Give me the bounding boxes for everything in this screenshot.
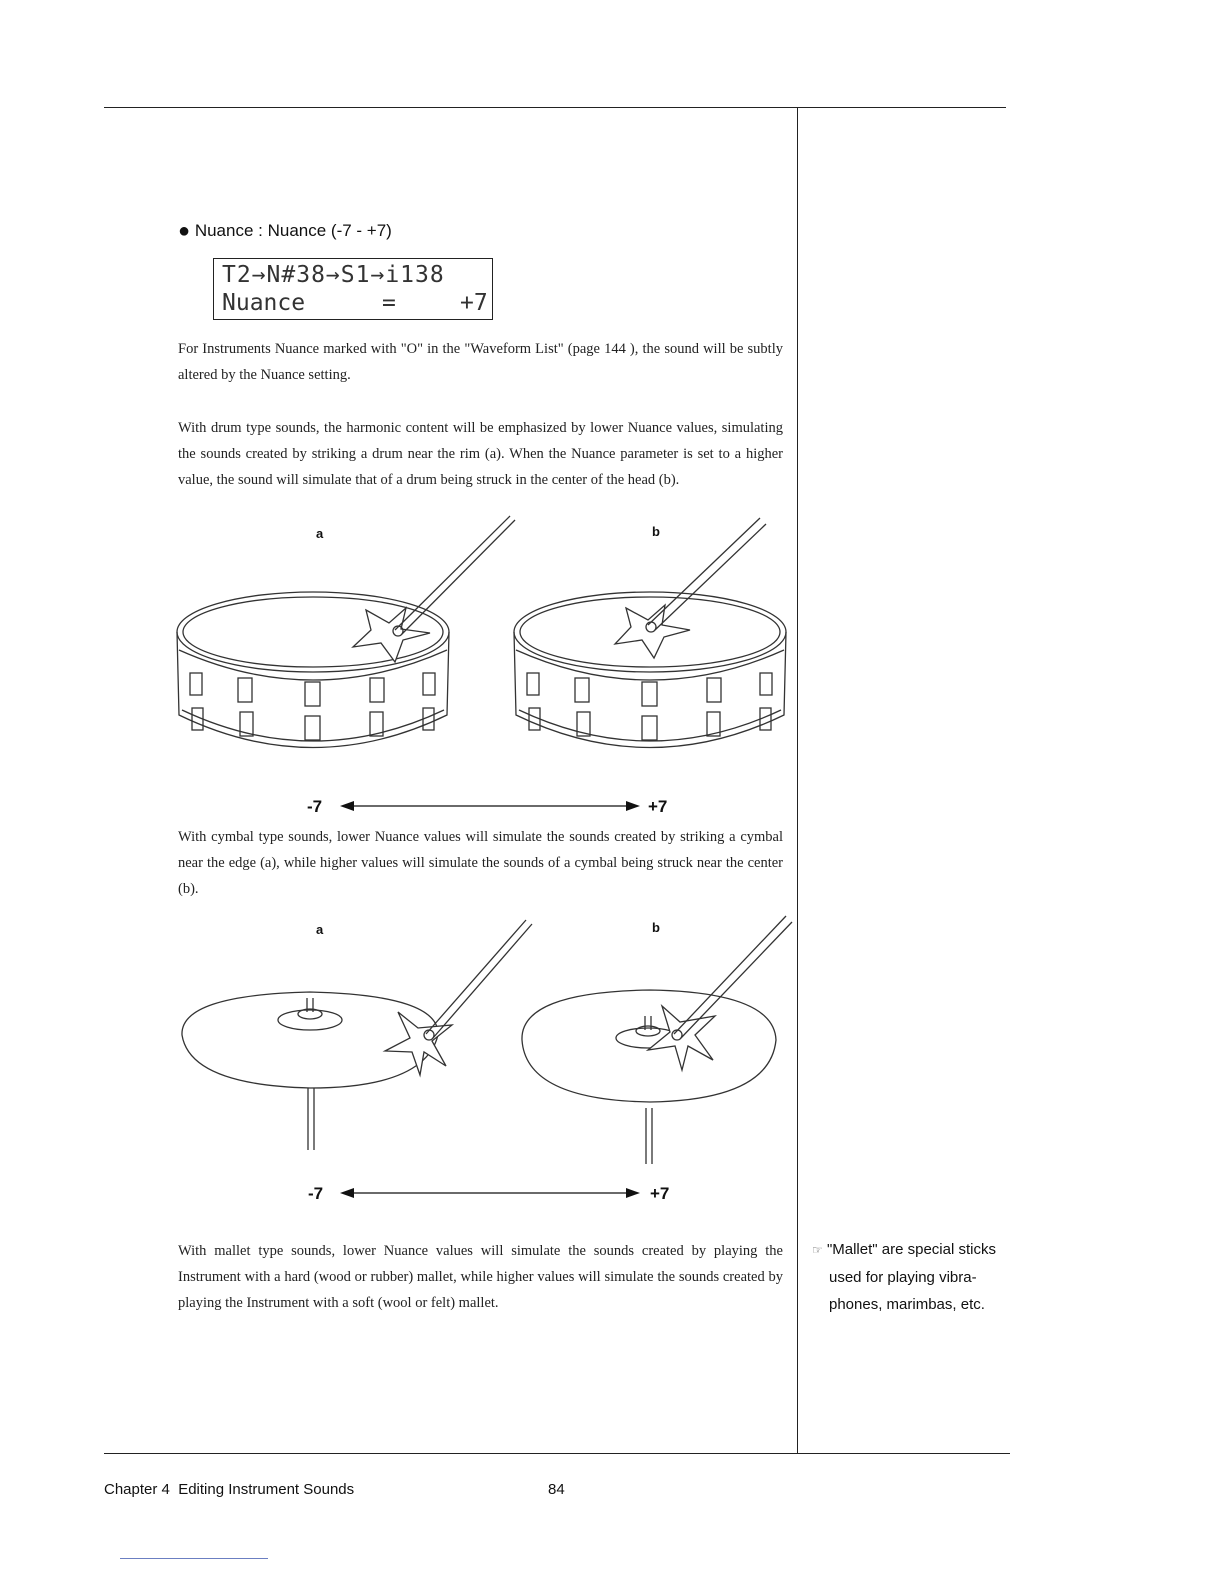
cymbal-label-b: b	[652, 920, 660, 935]
lcd-line-1: T2→N#38→S1→i138	[222, 262, 445, 288]
heading-text: Nuance : Nuance (-7 - +7)	[194, 221, 392, 240]
corner-line	[120, 1558, 268, 1559]
cymbal-label-a: a	[316, 922, 324, 937]
lcd-equals: =	[382, 290, 396, 316]
sidenote-mallet	[812, 1236, 1002, 1318]
lcd-param-value: +7	[460, 290, 488, 316]
bullet-icon: ●	[178, 220, 191, 242]
drum-label-b: b	[652, 524, 660, 539]
paragraph-drum: With drum type sounds, the harmonic content will be emphasized by lower Nuance values, simulating the sounds created by striking a drum near the rim (a). When the Nuance parameter is set to a higher value, the sound will simulate that of a drum being struck in the center of the head (b).	[178, 420, 783, 488]
sidenote-line-1: ☞ "Mallet" are special sticks	[812, 1241, 996, 1258]
cymbal-scale-min: -7	[308, 1184, 324, 1203]
section-heading	[178, 219, 392, 242]
drum-b	[514, 518, 786, 748]
cymbal-illustration	[170, 910, 800, 1170]
paragraph-cymbal: With cymbal type sounds, lower Nuance values will simulate the sounds created by striking a cymbal near the edge (a), while higher values will simulate the sounds of a cymbal being struck near the center (b).	[178, 829, 783, 897]
margin-divider	[797, 107, 798, 1454]
cymbal-scale-arrow	[340, 1185, 640, 1201]
cymbal-a	[182, 920, 532, 1150]
footer-chapter-title: Chapter 4 Editing Instrument Sounds	[104, 1481, 355, 1498]
top-rule	[104, 107, 1006, 108]
lcd-display	[213, 258, 493, 320]
drum-scale-min: -7	[307, 797, 323, 816]
paragraph-mallet: With mallet type sounds, lower Nuance values will simulate the sounds created by playing the Instrument with a hard (wood or rubber) mallet, while higher values will simulate the sounds created by playing the Instrument with a soft (wool or felt) mallet.	[178, 1243, 783, 1311]
drum-a	[177, 516, 515, 748]
drum-illustration	[170, 510, 800, 780]
cymbal-b	[522, 916, 792, 1164]
cymbal-a-impact-star	[385, 1012, 452, 1075]
drum-scale-max: +7	[648, 797, 668, 816]
footer-page-number: 84	[548, 1481, 565, 1498]
drum-label-a: a	[316, 526, 324, 541]
drum-scale-arrow	[340, 798, 640, 814]
bottom-rule	[104, 1453, 1010, 1454]
pointing-hand-icon: ☞	[812, 1243, 823, 1257]
sidenote-line-3: phones, marimbas, etc.	[829, 1296, 985, 1313]
lcd-line-2	[222, 289, 492, 317]
lcd-param-label: Nuance	[222, 290, 306, 316]
drum-a-impact-star	[353, 608, 430, 662]
sidenote-line-2: used for playing vibra-	[829, 1269, 977, 1286]
paragraph-waveform-note: For Instruments Nuance marked with "O" in the "Waveform List" (page 144 ), the sound will be subtly altered by the Nuance setting.	[178, 341, 783, 383]
cymbal-scale-max: +7	[650, 1184, 670, 1203]
